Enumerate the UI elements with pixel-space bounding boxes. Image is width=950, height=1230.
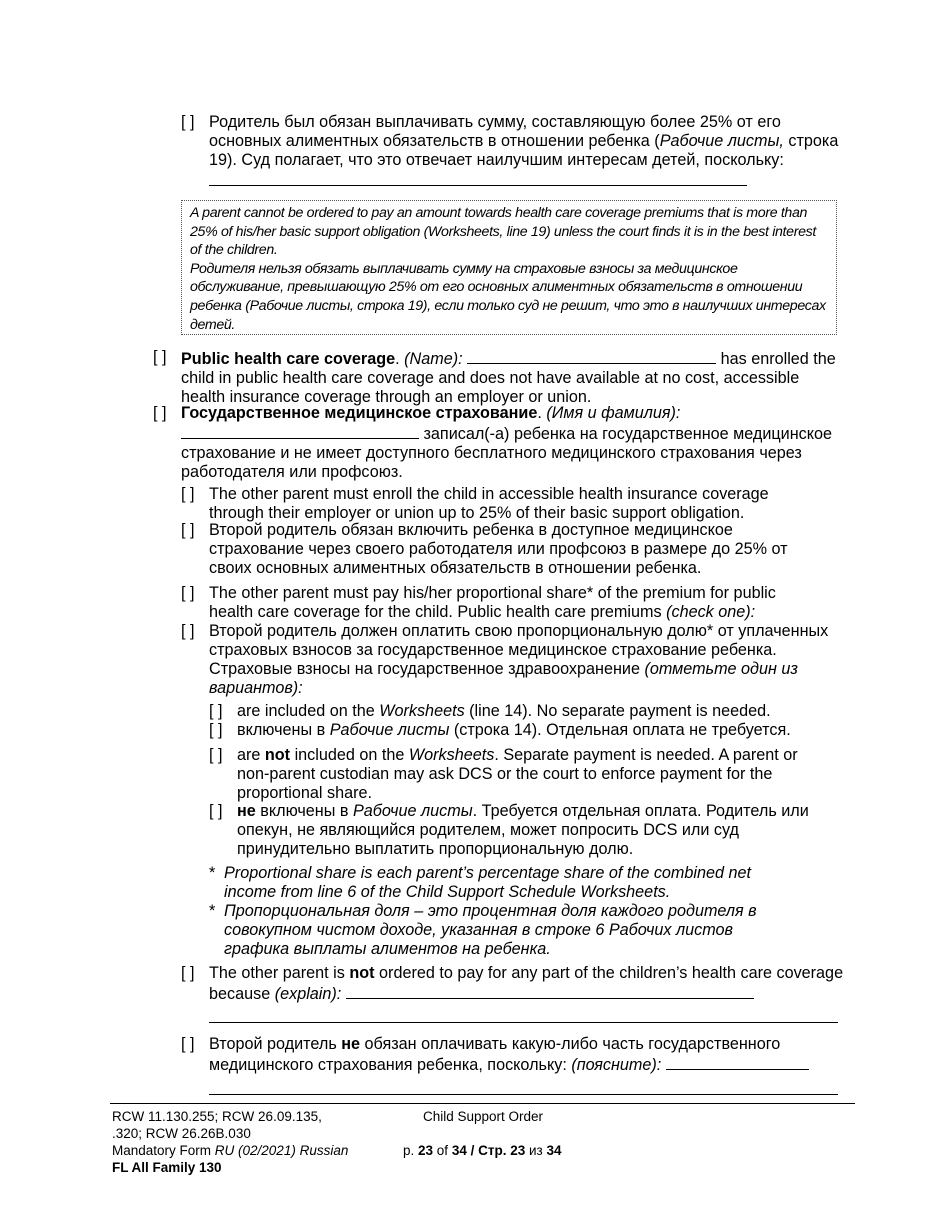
note-box <box>181 200 837 335</box>
footer-title: Child Support Order <box>423 1109 544 1124</box>
item-text: Родитель был обязан выплачивать сумму, составляющую более 25% от его основных алиментных обязательств в отношении ребенка (Рабочие листы, строка 19). Суд полагает, что это отвечает наилучшим интересам детей, поскольку: <box>209 113 841 191</box>
checkbox[interactable]: [ ] <box>209 802 223 820</box>
item-text: are included on the Worksheets (line 14). No separate payment is needed. <box>237 702 771 720</box>
page-number: p. 23 of 34 / Стр. 23 из 34 <box>403 1143 562 1158</box>
footer-divider <box>110 1103 855 1104</box>
checkbox[interactable]: [ ] <box>209 721 223 739</box>
checkbox[interactable]: [ ] <box>209 702 223 720</box>
item-text: не включены в Рабочие листы. Требуется отдельная оплата. Родитель или опекун, не являющийся родителем, может попросить DCS или суд принудительно выплатить пропорциональную долю. <box>237 802 809 858</box>
name-line[interactable] <box>181 423 419 439</box>
item-public-en <box>153 348 843 407</box>
item-text: Второй родитель обязан включить ребенка в доступное медицинское страхование через своего работодателя или профсоюз в размере до 25% от своих основных алиментных обязательств в отношении ребенка. <box>209 521 788 577</box>
checkbox[interactable]: [ ] <box>153 404 167 422</box>
footnote-text: Proportional share is each parent’s percentage share of the combined net income from line 6 of the Child Support Schedule Worksheets. <box>224 864 752 901</box>
item-text: The other parent must enroll the child in accessible health insurance coverage through their employer or union up to 25% of their basic support obligation. <box>209 485 769 522</box>
checkbox[interactable]: [ ] <box>153 348 167 366</box>
footer-left <box>112 1108 402 1176</box>
checkbox[interactable]: [ ] <box>181 485 195 503</box>
item-text: включены в Рабочие листы (строка 14). Отдельная оплата не требуется. <box>237 721 791 739</box>
asterisk: * <box>209 864 216 882</box>
mandatory-form: Mandatory Form RU (02/2021) Russian <box>112 1143 349 1158</box>
checkbox[interactable]: [ ] <box>181 521 195 539</box>
item-enroll-ru <box>181 521 811 578</box>
rcw-line-2: .320; RCW 26.26B.030 <box>112 1126 251 1141</box>
name-line[interactable] <box>467 348 716 364</box>
note-ru: Родителя нельзя обязать выплачивать сумму на страховые взносы за медицинское обслуживание, превышающую 25% от его основных алиментных обязательств в отношении ребенка (Рабочие листы, строка 19), если только суд не решит, что это в наилучших интересах детей. <box>190 260 826 333</box>
item-share-en <box>181 584 821 622</box>
item-not-ordered-ru <box>181 1035 843 1075</box>
note-en: A parent cannot be ordered to pay an amount towards health care coverage premiums that is more than 25% of his/her basic support obligation (Worksheets, line 19) unless the court finds it is in the best interest of the children. <box>190 205 816 259</box>
item-included-ru <box>209 721 839 740</box>
checkbox[interactable]: [ ] <box>181 584 195 602</box>
item-public-ru <box>153 404 843 482</box>
item-enroll-en <box>181 485 821 523</box>
item-text: Второй родитель должен оплатить свою пропорциональную долю* от уплаченных страховых взносов за государственное медицинское страхование ребенка. Страховые взносы на государственное здравоохранение (отметьте один из вариантов): <box>209 622 829 697</box>
item-not-ordered-en <box>181 964 845 1004</box>
checkbox[interactable]: [ ] <box>181 622 195 640</box>
asterisk: * <box>209 902 216 920</box>
item-text: Public health care coverage. (Name): has enrolled the child in public health care coverage and does not have available at no cost, accessible health insurance coverage through an employer or union. <box>181 350 836 406</box>
form-id: FL All Family 130 <box>112 1160 222 1175</box>
footnote-ru <box>209 902 791 959</box>
explain-line-2[interactable] <box>209 1094 838 1095</box>
item-text: are not included on the Worksheets. Separate payment is needed. A parent or non-parent custodian may ask DCS or the court to enforce payment for the proportional share. <box>237 746 798 802</box>
item-text: The other parent must pay his/her proportional share* of the premium for public health care coverage for the child. Public health care premiums (check one): <box>209 584 776 621</box>
checkbox[interactable]: [ ] <box>181 113 195 131</box>
footnote-en <box>209 864 791 902</box>
checkbox[interactable]: [ ] <box>209 746 223 764</box>
item-rus-over-25 <box>181 113 841 191</box>
checkbox[interactable]: [ ] <box>181 964 195 982</box>
item-included-en <box>209 702 829 721</box>
item-not-included-en <box>209 746 834 803</box>
item-share-ru <box>181 622 846 698</box>
blank-line[interactable] <box>209 170 747 186</box>
footnote-text: Пропорциональная доля – это процентная доля каждого родителя в совокупном чистом доходе, указанная в строке 6 Рабочих листов графика выплаты алиментов на ребенка. <box>224 902 757 958</box>
explain-line[interactable] <box>346 983 754 999</box>
checkbox[interactable]: [ ] <box>181 1035 195 1053</box>
item-text: Второй родитель не обязан оплачивать какую-либо часть государственного медицинского страхования ребенка, поскольку: (поясните): <box>209 1035 843 1075</box>
explain-line-2[interactable] <box>209 1022 838 1023</box>
explain-line[interactable] <box>666 1054 809 1070</box>
item-text: The other parent is not ordered to pay for any part of the children’s health care coverage because (explain): <box>209 964 844 1003</box>
item-not-included-ru <box>209 802 821 859</box>
item-text: Государственное медицинское страхование. (Имя и фамилия): записал(-а) ребенка на государственное медицинское страхование и не имеет доступного бесплатного медицинского страхования через работодателя или профсоюз. <box>181 404 833 481</box>
rcw-line-1: RCW 11.130.255; RCW 26.09.135, <box>112 1109 322 1124</box>
